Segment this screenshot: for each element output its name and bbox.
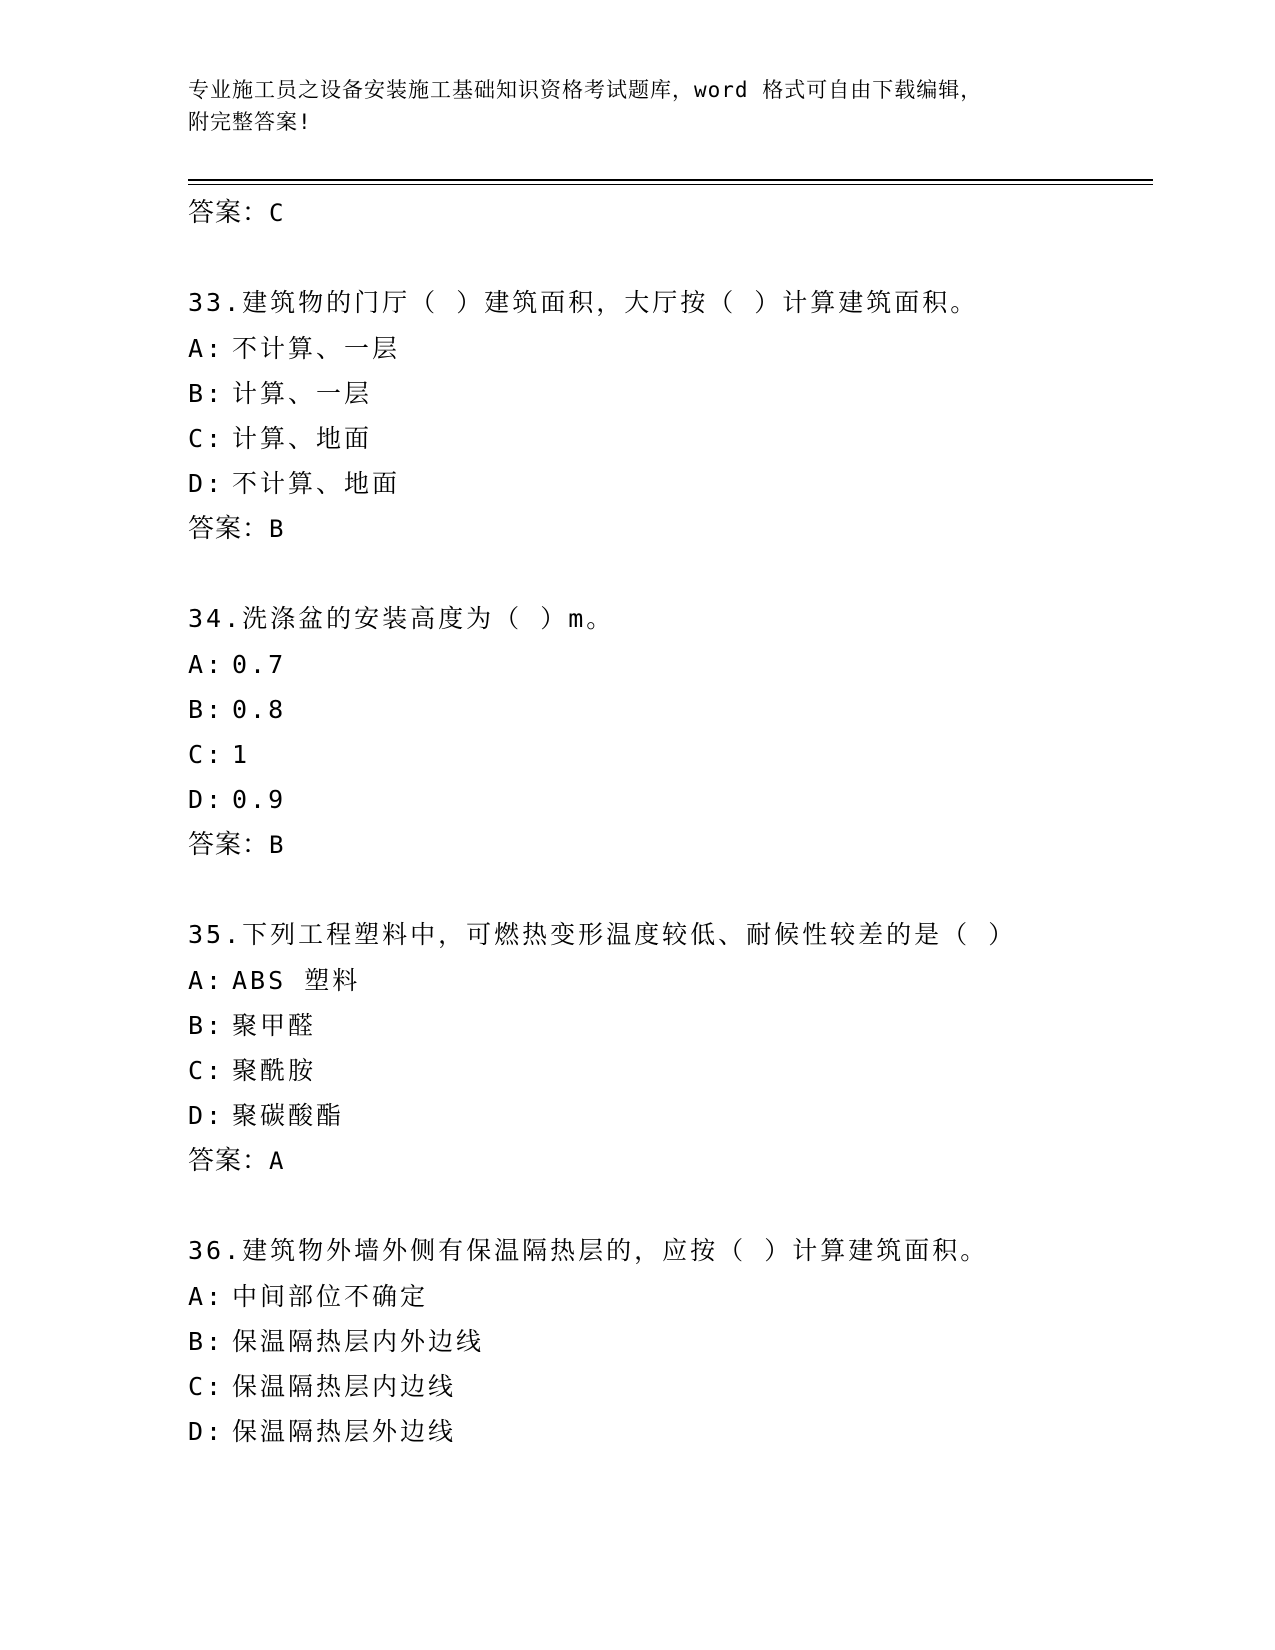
option-letter: B:	[188, 379, 225, 408]
answer-value: B	[269, 515, 285, 543]
answer-label: 答案：	[188, 514, 270, 544]
option-letter: A:	[188, 966, 225, 995]
option-d	[188, 777, 1153, 822]
option-letter: D:	[188, 1417, 225, 1446]
answer-line	[188, 506, 1153, 552]
option-text: 聚碳酸酯	[232, 1101, 345, 1130]
question-text: 33.建筑物的门厅（ ）建筑面积，大厅按（ ）计算建筑面积。	[188, 288, 979, 317]
option-letter: A:	[188, 1282, 225, 1311]
option-text: 保温隔热层外边线	[232, 1417, 457, 1446]
answer-line	[188, 190, 1153, 236]
question-text: 36.建筑物外墙外侧有保温隔热层的，应按（ ）计算建筑面积。	[188, 1236, 989, 1265]
question-block	[188, 912, 1153, 1184]
option-text: 聚酰胺	[232, 1056, 317, 1085]
header-divider	[188, 179, 1153, 185]
option-text: 保温隔热层内外边线	[232, 1327, 485, 1356]
option-text: 计算、一层	[232, 379, 373, 408]
question-list	[188, 190, 1153, 1454]
option-d	[188, 1093, 1153, 1138]
option-c	[188, 1048, 1153, 1093]
answer-line	[188, 1138, 1153, 1184]
option-text: 不计算、一层	[232, 334, 401, 363]
option-a	[188, 958, 1153, 1003]
option-text: 不计算、地面	[232, 469, 401, 498]
question-block	[188, 1228, 1153, 1454]
option-letter: C:	[188, 740, 225, 769]
option-b	[188, 1319, 1153, 1364]
option-text: 0.9	[232, 785, 287, 814]
option-d	[188, 461, 1153, 506]
answer-label: 答案：	[188, 1146, 270, 1176]
option-b	[188, 687, 1153, 732]
option-d	[188, 1409, 1153, 1454]
answer-value: C	[269, 199, 285, 227]
option-text: 0.7	[232, 650, 287, 679]
option-text: 1	[232, 740, 251, 769]
question-block	[188, 596, 1153, 868]
option-text: 中间部位不确定	[232, 1282, 429, 1311]
option-text: 保温隔热层内边线	[232, 1372, 457, 1401]
option-letter: C:	[188, 1372, 225, 1401]
answer-label: 答案：	[188, 198, 270, 228]
option-text: ABS 塑料	[232, 966, 361, 995]
document-header	[188, 74, 1088, 138]
answer-value: B	[269, 831, 285, 859]
header-line-1: 专业施工员之设备安装施工基础知识资格考试题库，word 格式可自由下载编辑，	[188, 78, 983, 102]
option-b	[188, 371, 1153, 416]
option-text: 计算、地面	[232, 424, 373, 453]
question-block	[188, 280, 1153, 552]
option-letter: C:	[188, 1056, 225, 1085]
option-a	[188, 1274, 1153, 1319]
answer-value: A	[269, 1147, 285, 1175]
header-line-2: 附完整答案!	[188, 110, 312, 134]
option-c	[188, 416, 1153, 461]
option-a	[188, 642, 1153, 687]
answer-label: 答案：	[188, 830, 270, 860]
option-letter: A:	[188, 334, 225, 363]
option-text: 聚甲醛	[232, 1011, 317, 1040]
option-c	[188, 732, 1153, 777]
option-text: 0.8	[232, 695, 287, 724]
answer-line	[188, 822, 1153, 868]
question-text: 35.下列工程塑料中，可燃热变形温度较低、耐候性较差的是（ ）	[188, 920, 1017, 949]
option-c	[188, 1364, 1153, 1409]
option-letter: B:	[188, 1011, 225, 1040]
option-letter: D:	[188, 469, 225, 498]
option-letter: D:	[188, 1101, 225, 1130]
option-letter: D:	[188, 785, 225, 814]
option-a	[188, 326, 1153, 371]
option-letter: B:	[188, 695, 225, 724]
option-b	[188, 1003, 1153, 1048]
option-letter: B:	[188, 1327, 225, 1356]
option-letter: C:	[188, 424, 225, 453]
question-text: 34.洗涤盆的安装高度为（ ）m。	[188, 604, 615, 633]
option-letter: A:	[188, 650, 225, 679]
